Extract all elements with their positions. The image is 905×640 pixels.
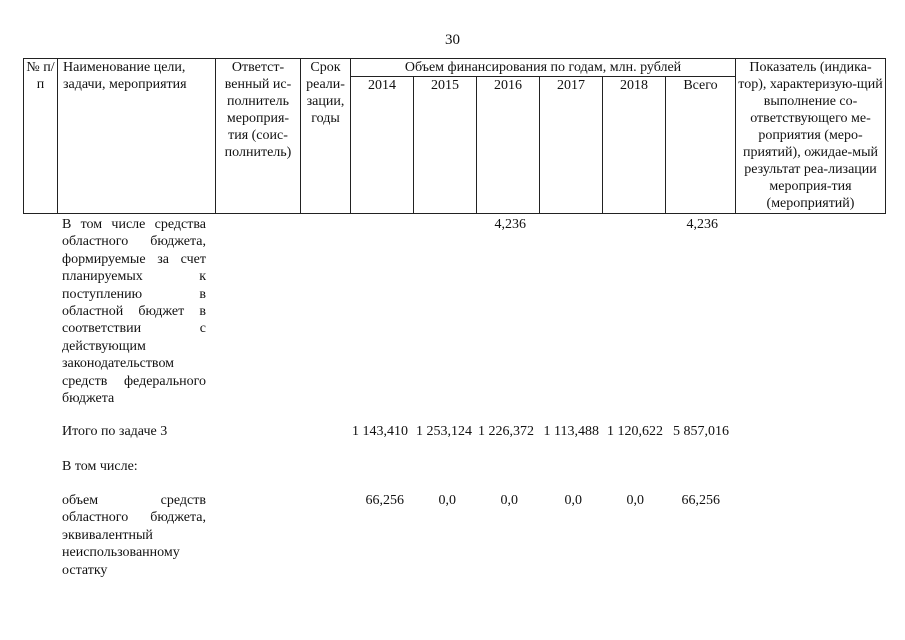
header-col-num: № п/п — [24, 59, 58, 214]
row-value-total: 4,236 — [686, 217, 718, 232]
header-year-2015: 2015 — [414, 77, 477, 214]
row-value-2016: 0,0 — [500, 493, 518, 508]
row-value-2016: 1 226,372 — [478, 424, 534, 439]
row-value-total: 5 857,016 — [673, 424, 729, 439]
row-value-total: 66,256 — [681, 493, 720, 508]
header-year-2017: 2017 — [540, 77, 603, 214]
row-value-2014: 66,256 — [365, 493, 404, 508]
row-value-2014: 1 143,410 — [352, 424, 408, 439]
header-year-total: Всего — [666, 77, 736, 214]
row-description: В том числе: — [62, 459, 138, 474]
row-description: Итого по задаче 3 — [62, 424, 168, 439]
header-col-term: Срок реали-зации, годы — [301, 59, 351, 214]
header-year-2018: 2018 — [603, 77, 666, 214]
page-number: 30 — [445, 32, 460, 48]
row-value-2015: 0,0 — [438, 493, 456, 508]
row-value-2018: 1 120,622 — [607, 424, 663, 439]
row-description: В том числе средства областного бюджета, формируемые за счет планируемых к поступлению в областной бюджет в соответствии с действующим законодательством средств федерального бюджета — [62, 217, 206, 407]
header-col-indicator: Показатель (индика-тор), характеризую-щий выполнение со-ответствующего ме-роприятия (меро-приятий), ожидае-мый результат реа-лизации мероприя-тия (мероприятий) — [736, 59, 886, 214]
header-year-2016: 2016 — [477, 77, 540, 214]
row-value-2015: 1 253,124 — [416, 424, 472, 439]
header-col-funding: Объем финансирования по годам, млн. рублей — [351, 59, 736, 77]
row-value-2016: 4,236 — [494, 217, 526, 232]
header-col-responsible: Ответст-венный ис-полнитель мероприя-тия (соис-полнитель) — [216, 59, 301, 214]
row-description: объем средств областного бюджета, эквивалентный неиспользованному остатку — [62, 493, 206, 578]
row-value-2017: 1 113,488 — [543, 424, 599, 439]
row-value-2017: 0,0 — [564, 493, 582, 508]
header-table — [23, 58, 886, 214]
header-year-2014: 2014 — [351, 77, 414, 214]
header-col-name: Наименование цели, задачи, мероприятия — [58, 59, 216, 214]
row-value-2018: 0,0 — [626, 493, 644, 508]
